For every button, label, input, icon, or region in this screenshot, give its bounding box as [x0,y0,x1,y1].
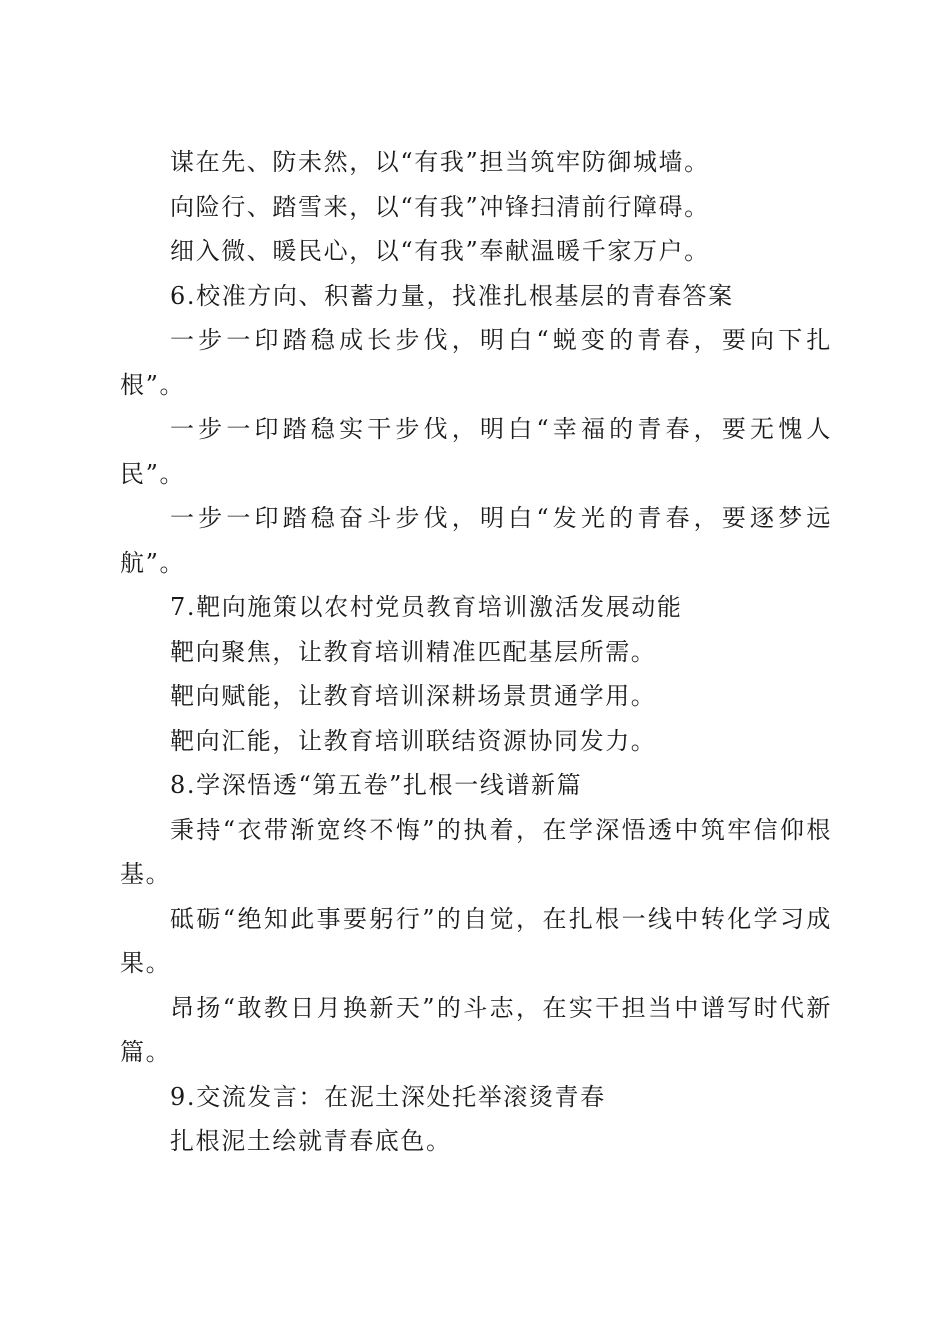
paragraph: 靶向汇能，让教育培训联结资源协同发力。 [170,726,657,755]
paragraph: 秉持“衣带渐宽终不悔”的执着，在学深悟透中筑牢信仰根基。 [120,815,832,888]
paragraph: 向险行、踏雪来，以“有我”冲锋扫清前行障碍。 [170,192,710,221]
paragraph: 扎根泥土绘就青春底色。 [170,1127,452,1155]
paragraph: 砥砺“绝知此事要躬行”的自觉，在扎根一线中转化学习成果。 [120,904,832,977]
paragraph: 细入微、暖民心，以“有我”奉献温暖千家万户。 [170,237,710,265]
paragraph: 一步一印踏稳成长步伐，明白“蜕变的青春，要向下扎根”。 [120,326,832,399]
section-heading: 7.靶向施策以农村党员教育培训激活发展动能 [170,593,683,621]
paragraph: 谋在先、防未然，以“有我”担当筑牢防御城墙。 [170,148,710,176]
section-heading: 8.学深悟透“第五卷”扎根一线谱新篇 [170,771,583,799]
paragraph: 一步一印踏稳实干步伐，明白“幸福的青春，要无愧人民”。 [120,415,832,488]
paragraph: 靶向聚焦，让教育培训精准匹配基层所需。 [170,637,657,666]
paragraph: 昂扬“敢教日月换新天”的斗志，在实干担当中谱写时代新篇。 [120,993,832,1066]
paragraph: 靶向赋能，让教育培训深耕场景贯通学用。 [170,682,657,710]
document-body [120,140,832,1164]
section-heading: 9.交流发言：在泥土深处托举滚烫青春 [170,1082,606,1111]
section-heading: 6.校准方向、积蓄力量，找准扎根基层的青春答案 [170,281,734,310]
paragraph: 一步一印踏稳奋斗步伐，明白“发光的青春，要逐梦远航”。 [120,504,832,577]
